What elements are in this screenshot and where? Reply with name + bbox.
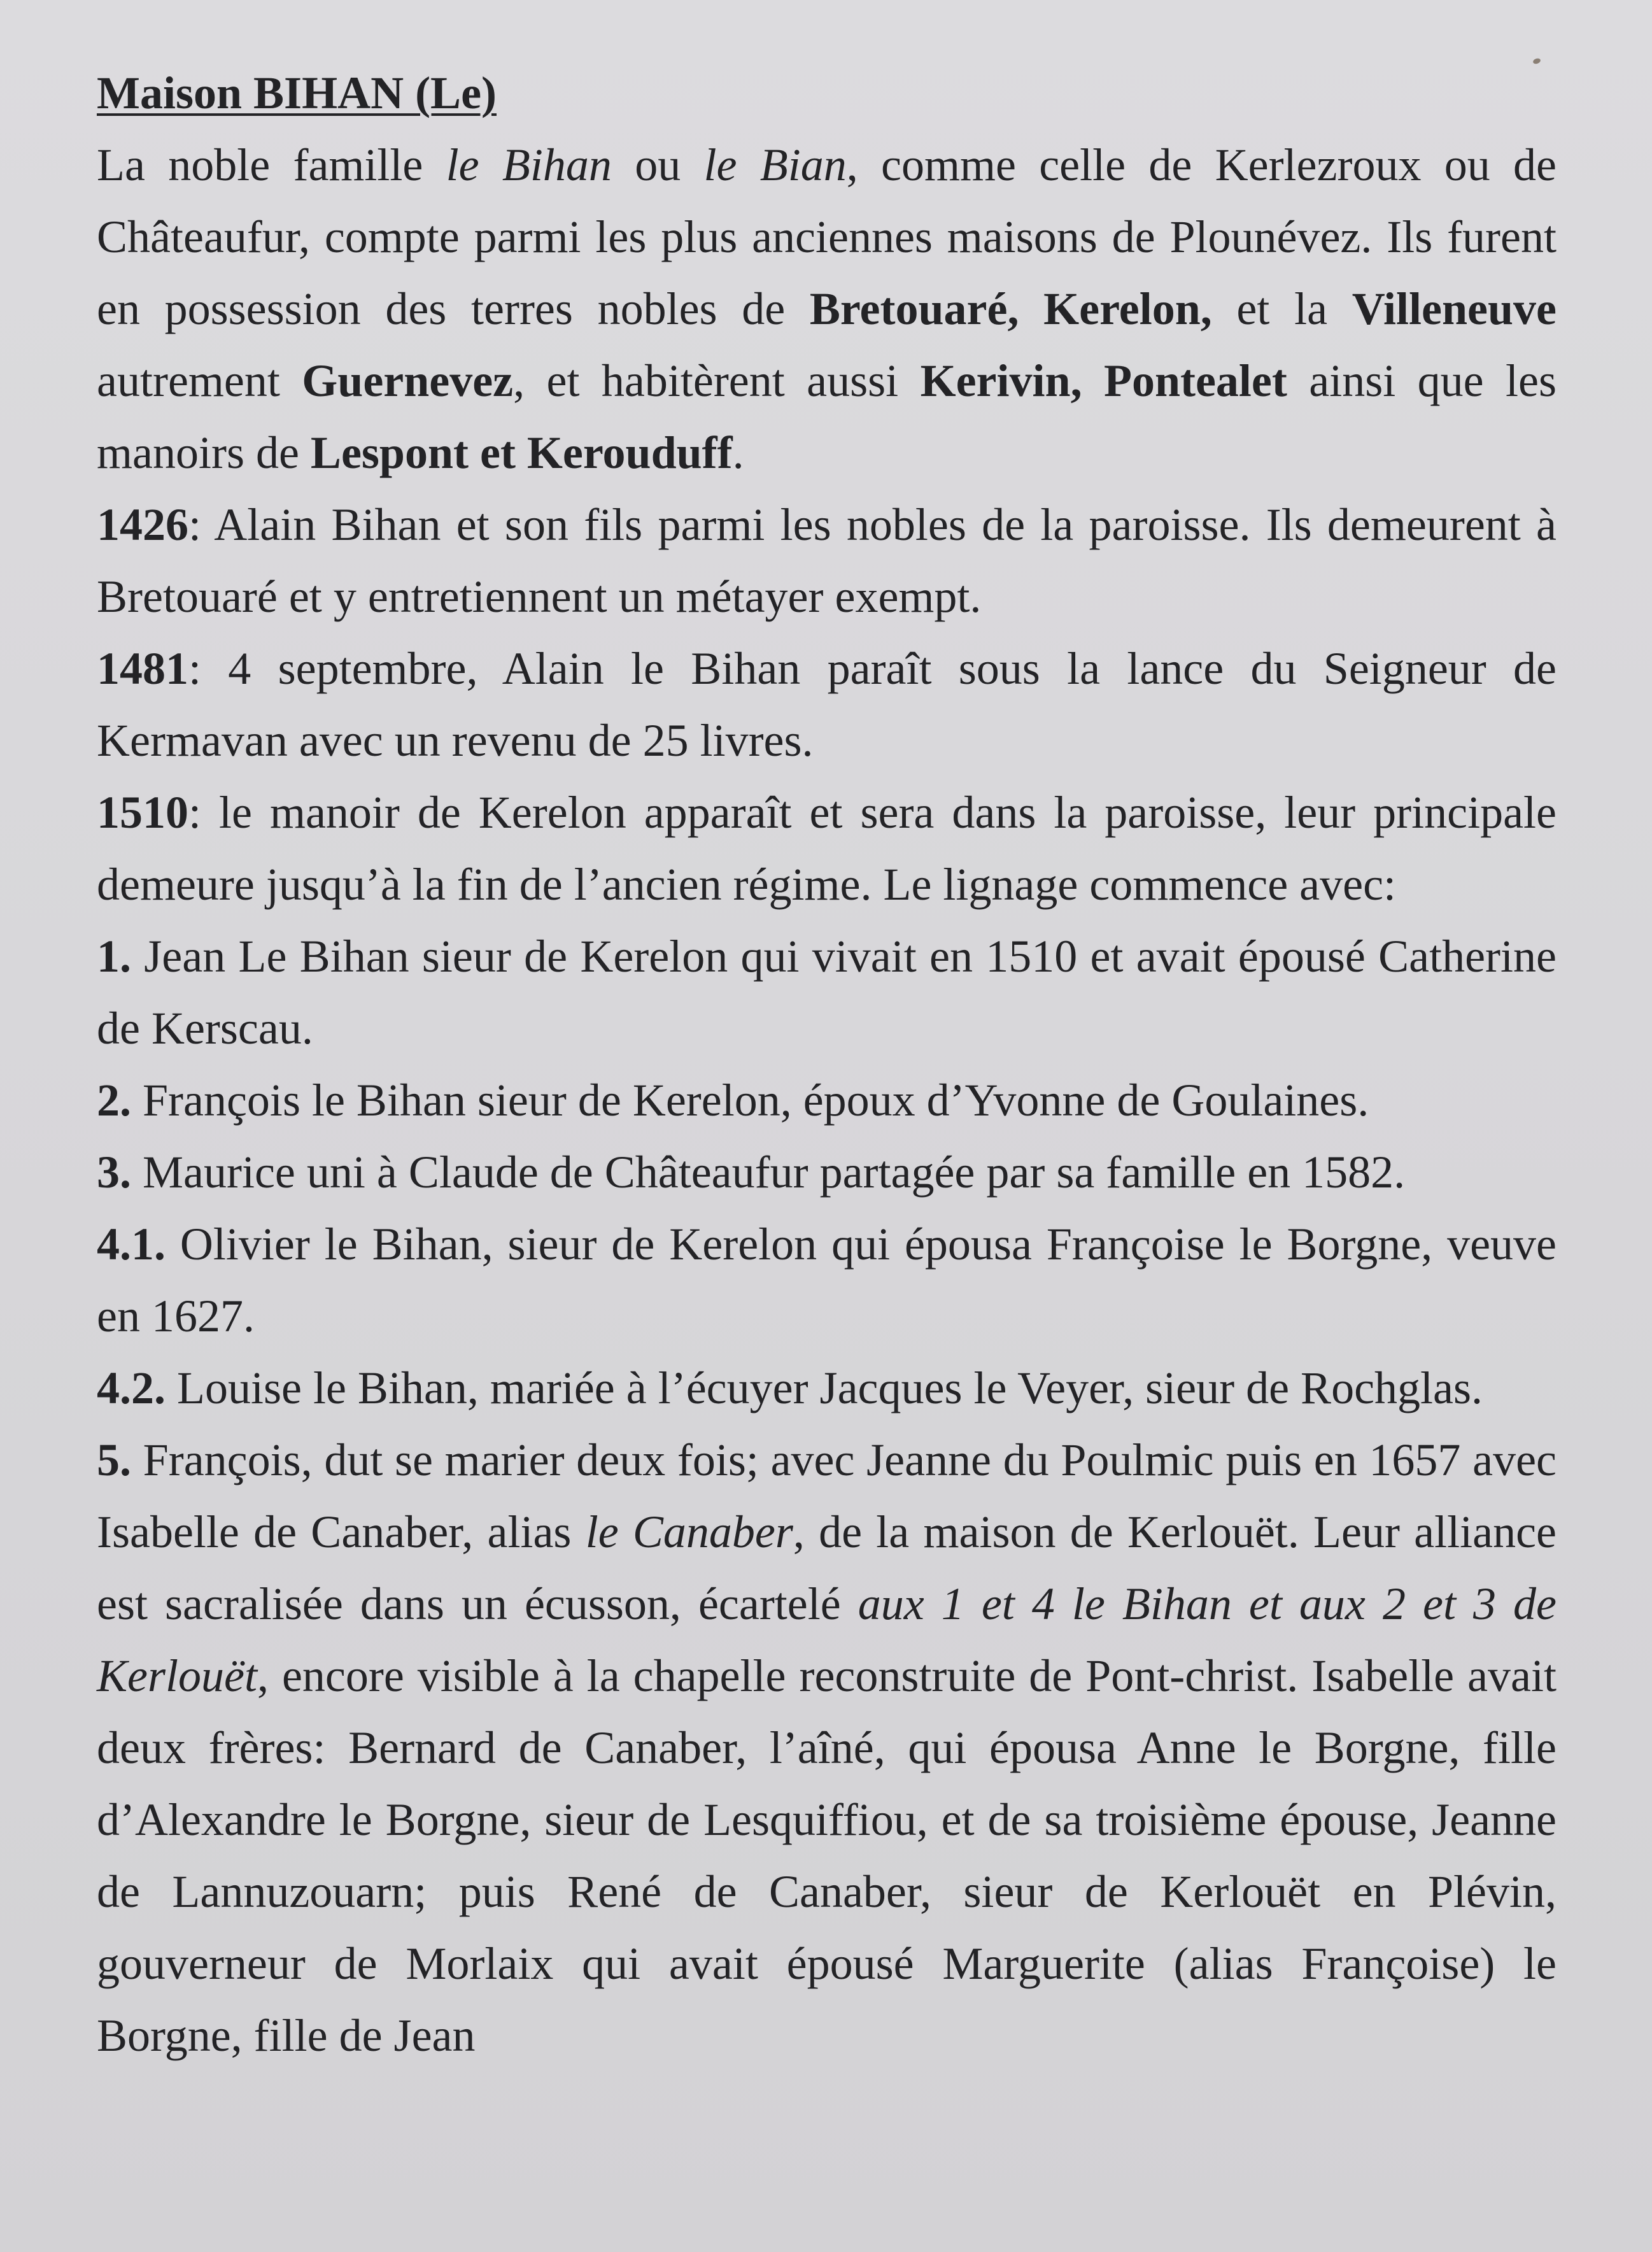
lineage-item-1 bbox=[97, 921, 1557, 1065]
entry-year: 1481 bbox=[97, 643, 188, 694]
intro-italic-name: le Bihan bbox=[446, 139, 612, 190]
lineage-item-3 bbox=[97, 1137, 1557, 1208]
entry-1426 bbox=[97, 489, 1557, 633]
intro-italic-name: le Bian bbox=[703, 139, 847, 190]
section-title: Maison BIHAN (Le) bbox=[97, 67, 497, 118]
intro-text: ainsi que les manoirs de bbox=[97, 355, 1557, 478]
lineage-text: , de la maison de Kerlouët. Leur alliance est sacralisée dans un écusson, écartelé bbox=[97, 1506, 1557, 1629]
intro-paragraph bbox=[97, 129, 1557, 489]
intro-text: La noble famille bbox=[97, 139, 446, 190]
lineage-number: 5. bbox=[97, 1434, 131, 1485]
intro-text: autrement bbox=[97, 355, 302, 406]
intro-text: . bbox=[732, 427, 744, 478]
lineage-number: 4.1. bbox=[97, 1219, 166, 1270]
lineage-italic-blazon: aux 1 et 4 le Bihan et aux 2 et 3 de Kerlouët bbox=[97, 1578, 1557, 1701]
lineage-text: Louise le Bihan, mariée à l’écuyer Jacques le Veyer, sieur de Rochglas. bbox=[166, 1363, 1483, 1413]
entry-year: 1510 bbox=[97, 787, 188, 838]
lineage-item-2 bbox=[97, 1065, 1557, 1137]
entry-year: 1426 bbox=[97, 499, 188, 550]
entry-1481 bbox=[97, 633, 1557, 777]
intro-bold-place: Kerivin, Pontealet bbox=[920, 355, 1287, 406]
intro-bold-place: Guernevez bbox=[302, 355, 514, 406]
lineage-item-4-2 bbox=[97, 1352, 1557, 1424]
intro-bold-place: Lespont et Kerouduff bbox=[310, 427, 733, 478]
lineage-text: François le Bihan sieur de Kerelon, époux d’Yvonne de Goulaines. bbox=[131, 1075, 1369, 1126]
lineage-number: 3. bbox=[97, 1147, 131, 1198]
intro-text: , et habitèrent aussi bbox=[513, 355, 921, 406]
lineage-number: 2. bbox=[97, 1075, 131, 1126]
intro-text: et la bbox=[1211, 283, 1352, 334]
lineage-text: Jean Le Bihan sieur de Kerelon qui vivait en 1510 et avait épousé Catherine de Kerscau. bbox=[97, 931, 1557, 1054]
entry-1510 bbox=[97, 777, 1557, 921]
entry-text: : 4 septembre, Alain le Bihan paraît sous la lance du Seigneur de Kermavan avec un revenu de 25 livres. bbox=[97, 643, 1557, 766]
entry-text: : Alain Bihan et son fils parmi les nobles de la paroisse. Ils demeurent à Bretouaré et y entretiennent un métayer exempt. bbox=[97, 499, 1557, 622]
intro-bold-place: Villeneuve bbox=[1352, 283, 1557, 334]
lineage-item-4-1 bbox=[97, 1208, 1557, 1352]
lineage-text: Maurice uni à Claude de Châteaufur partagée par sa famille en 1582. bbox=[131, 1147, 1406, 1198]
lineage-text: Olivier le Bihan, sieur de Kerelon qui épousa Françoise le Borgne, veuve en 1627. bbox=[97, 1219, 1557, 1342]
lineage-italic-text: le Canaber bbox=[585, 1506, 793, 1557]
lineage-text: , encore visible à la chapelle reconstruite de Pont-christ. Isabelle avait deux frères: Bernard de Canaber, l’aîné, qui épousa Anne le Borgne, fille d’Alexandre le Borgne, sieur de Lesquiffiou, et de sa troisième épouse, Jeanne de Lannuzouarn; puis René de Canaber, sieur de Kerlouët en Plévin, gouverneur de Morlaix qui avait épousé Marguerite (alias Françoise) le Borgne, fille de Jean bbox=[97, 1650, 1557, 2061]
lineage-number: 4.2. bbox=[97, 1363, 166, 1413]
intro-text: ou bbox=[611, 139, 704, 190]
lineage-item-5 bbox=[97, 1424, 1557, 2072]
intro-text: , comme celle de Kerlezroux ou de Châteaufur, compte parmi les plus anciennes maisons de Plounévez. Ils furent en possession des terres nobles de bbox=[97, 139, 1557, 334]
entry-text: : le manoir de Kerelon apparaît et sera dans la paroisse, leur principale demeure jusqu’à la fin de l’ancien régime. Le lignage commence avec: bbox=[97, 787, 1557, 910]
lineage-text: François, dut se marier deux fois; avec Jeanne du Poulmic puis en 1657 avec Isabelle de Canaber, alias bbox=[97, 1434, 1557, 1557]
lineage-number: 1. bbox=[97, 931, 131, 982]
intro-bold-place: Bretouaré, Kerelon, bbox=[809, 283, 1212, 334]
